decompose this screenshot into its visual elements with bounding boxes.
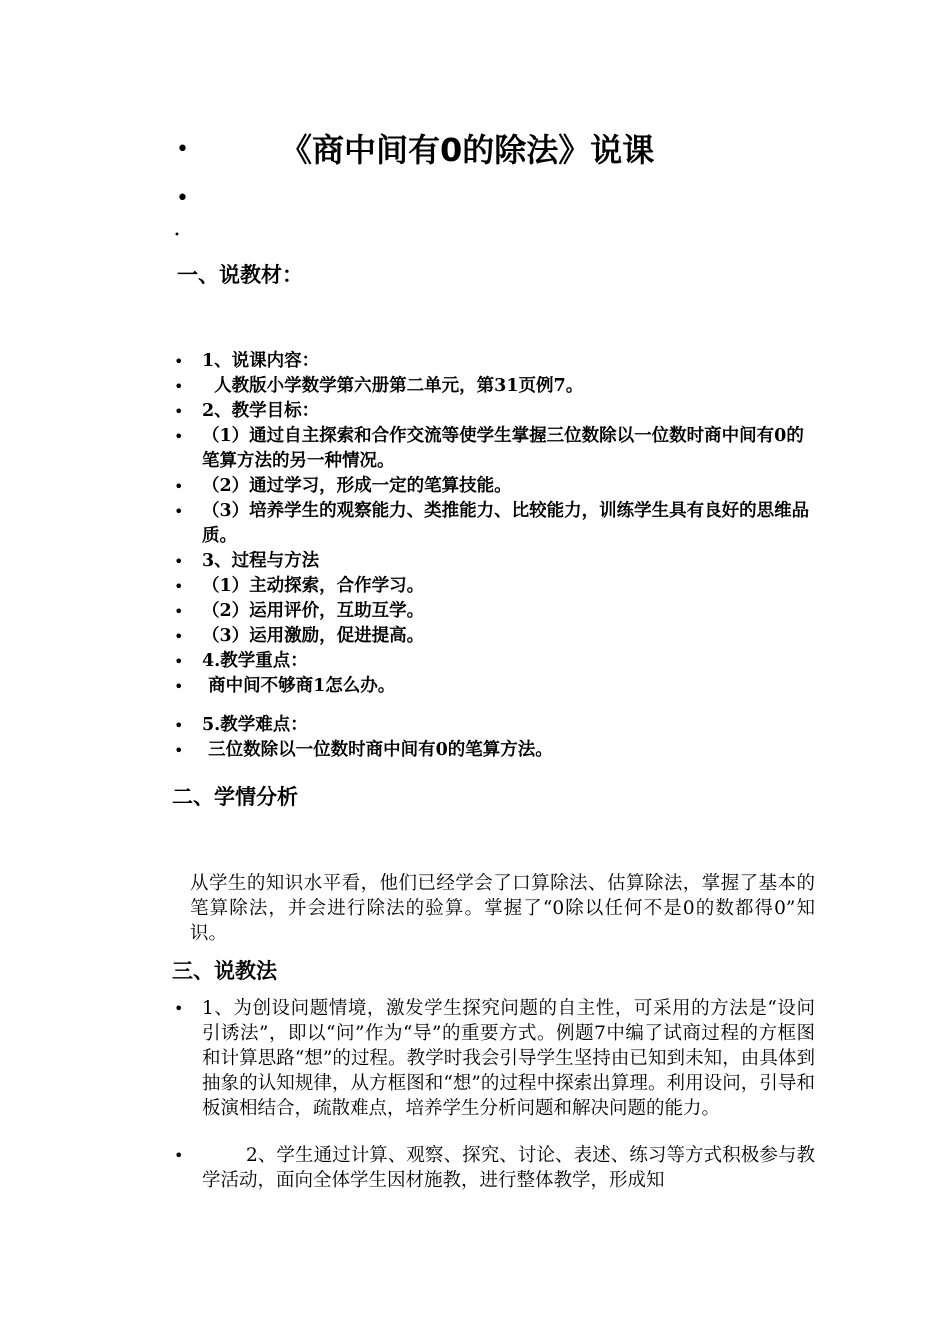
title-bullet: • <box>176 137 189 162</box>
section-heading-methods: 三、说教法 <box>172 959 277 983</box>
list-item: • 2、教学目标： <box>170 399 815 424</box>
list-item: • 5.教学难点： <box>170 713 815 738</box>
list-item: • 4.教学重点： <box>170 649 815 674</box>
title-row <box>170 128 870 172</box>
materials-list <box>170 349 815 763</box>
list-item: • （1）主动探索，合作学习。 <box>170 574 815 599</box>
list-item: • （2）运用评价，互助互学。 <box>170 599 815 624</box>
analysis-paragraph: 从学生的知识水平看，他们已经学会了口算除法、估算除法，掌握了基本的笔算除法，并会进行除法的验算。掌握了“0除以任何不是0的数都得0”知识。 <box>190 873 815 944</box>
methods-list <box>170 996 815 1193</box>
list-item: • 1、说课内容： <box>170 349 815 374</box>
list-item: • 三位数除以一位数时商中间有0的笔算方法。 <box>170 738 815 763</box>
list-item: • （2）通过学习，形成一定的笔算技能。 <box>170 474 815 499</box>
section-heading-materials: 一、说教材： <box>177 263 303 287</box>
list-item: • 2、学生通过计算、观察、探究、讨论、表述、练习等方式积极参与教学活动，面向全体学生因材施教，进行整体教学，形成知 <box>170 1143 815 1193</box>
list-item: • （3）培养学生的观察能力、类推能力、比较能力，训练学生具有良好的思维品质。 <box>170 499 815 549</box>
list-item: • 商中间不够商1怎么办。 <box>170 674 815 699</box>
list-item: • 3、过程与方法 <box>170 549 815 574</box>
list-item: • （1）通过自主探索和合作交流等使学生掌握三位数除以一位数时商中间有0的笔算方法的另一种情况。 <box>170 424 815 474</box>
small-bullet: • <box>174 230 180 241</box>
list-item: • 1、为创设问题情境，激发学生探究问题的自主性，可采用的方法是“设问引诱法”，即以“问”作为“导”的重要方式。例题7中编了试商过程的方框图和计算思路“想”的过程。教学时我会引导学生坚持由已知到未知，由具体到抽象的认知规律，从方框图和“想”的过程中探索出算理。利用设问，引导和板演相结合，疏散难点，培养学生分析问题和解决问题的能力。 <box>170 996 815 1121</box>
list-item: • （3）运用激励，促进提高。 <box>170 624 815 649</box>
section-heading-analysis: 二、学情分析 <box>172 785 298 809</box>
list-item: • 人教版小学数学第六册第二单元，第31页例7。 <box>170 374 815 399</box>
empty-bullet: • <box>176 186 189 211</box>
page-title: 《商中间有0的除法》说课 <box>280 131 655 169</box>
